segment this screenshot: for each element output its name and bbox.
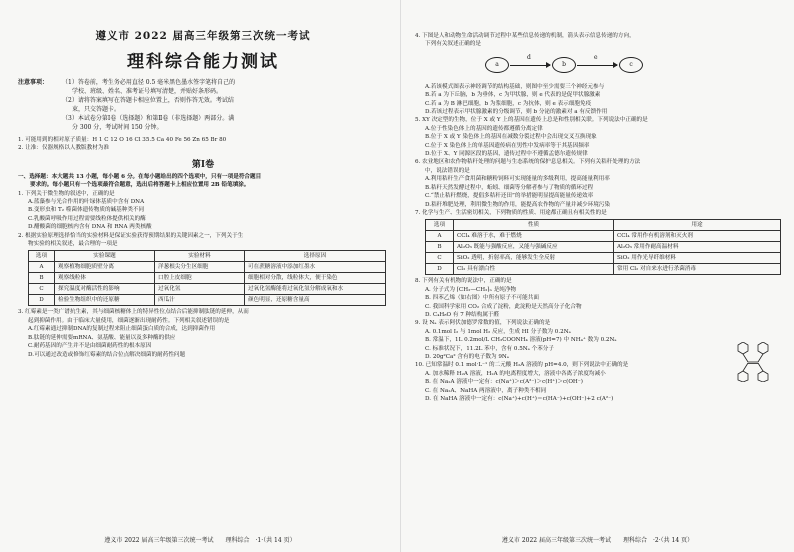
table-header-row bbox=[29, 251, 386, 262]
table-cell: A bbox=[29, 262, 55, 273]
question-stem: 5. XY 决定型的生物，位于 X 或 Y 上的基因在遗传上总是和性别相关联。下列说法中正确的是 bbox=[415, 117, 648, 124]
option: B. 常温下，1L 0.2mol/L CH₃COONH₄ 溶液(pH=7) 中 NH₄⁺ 数为 0.2Nₐ bbox=[425, 337, 617, 344]
option: D. 在 NaHA 溶液中一定有：c(Na⁺)+c(H⁺)＝c(HA⁻)+c(OH⁻)+2 c(A²⁻) bbox=[425, 396, 614, 402]
instructions bbox=[18, 173, 388, 190]
table-cell: 可在蔗糖溶液中添加红墨水 bbox=[245, 262, 386, 273]
table-row bbox=[426, 242, 781, 253]
benzene-ring bbox=[758, 342, 768, 354]
option: C.乳酸菌呼吸作用过程需要线粒体提供相关的酶 bbox=[28, 215, 146, 222]
table-cell: C bbox=[426, 253, 454, 264]
page-footer: 遵义市 2022 届高三年级第三次统一考试 理科综合 ·1·（共 14 页） bbox=[104, 537, 296, 544]
option: A.利用秸秆生产食用菌和糖粉饲料可实现能量的多级利用，提高能量利用率 bbox=[425, 176, 610, 183]
table-cell: 细胞相对分散，线粒体大，便于染色 bbox=[245, 273, 386, 284]
option: D.秸秆堆肥处理，利用微生物的作用，能提高农作物的产量并减少环境污染 bbox=[425, 201, 611, 208]
molecule-bond bbox=[743, 354, 748, 362]
table-header: 实验材料 bbox=[155, 251, 245, 262]
table-cell: 过氧化氢 bbox=[155, 284, 245, 295]
table-cell: Cl₂ 具有漂白性 bbox=[454, 264, 614, 275]
note-line: （2）请将答案填写在答题卡相应位置上，否则作答无效。考试结 bbox=[62, 97, 234, 104]
option: A.若该模式图表示神经调节的结构基础，则图中至少需要三个神经元参与 bbox=[425, 83, 605, 90]
question-10 bbox=[415, 361, 780, 403]
benzene-ring bbox=[758, 371, 768, 382]
question-stem: 2. 根据实验原理选择恰当的实验材料是保证实验获得预期结果的关键因素之一，下列关于生 bbox=[18, 232, 244, 239]
option: A. 加水稀释 H₂A 溶液，H₂A 的电离程度增大，溶液中各离子浓度均减小 bbox=[425, 370, 606, 377]
question-8 bbox=[415, 277, 780, 319]
instruction-line: 要求的。每小题只有一个选项最符合题意，选出后将答题卡上相应位置用 2B 铅笔填涂。 bbox=[30, 182, 250, 189]
table-cell: 颜色明显，还原糖含量高 bbox=[245, 295, 386, 306]
notes-head: 注意事项： bbox=[18, 79, 49, 86]
option: C.位于 X 染色体上的单基因遗传病在男性中发病率等于其基因频率 bbox=[425, 142, 590, 149]
option: B.肽链的延伸需要mRNA、氨基酸、能量以及多种酶的供应 bbox=[28, 334, 176, 341]
table-row bbox=[29, 273, 386, 284]
diagram-node-b: b bbox=[552, 57, 576, 73]
option: A. 分子式为 ⌈CH₂—CH₂⌉ₙ 是纯净物 bbox=[425, 286, 517, 293]
question-stem: 物实验的相关叙述，最合理的一项是 bbox=[28, 241, 118, 248]
table-cell: SiO₂ 透明，折射率高，能够发生全反射 bbox=[454, 253, 614, 264]
table-cell: 洋葱根尖分生区细胞 bbox=[155, 262, 245, 273]
tools-note: 2. 让准：仅器规格以人教版教材为准 bbox=[18, 145, 110, 152]
table-cell: SiO₂ 用作光导纤维材料 bbox=[614, 253, 781, 264]
table-cell: D bbox=[29, 295, 55, 306]
table-cell: B bbox=[29, 273, 55, 284]
option: C.“禁止秸秆燃烧，提倡多秸秆还田”的举措能明显提高能量传递效率 bbox=[425, 193, 594, 200]
section-title: 第Ⅰ卷 bbox=[191, 159, 215, 170]
table-cell: 观察植物细胞质壁分离 bbox=[55, 262, 155, 273]
option: A. 0.1mol I₂ 与 1mol H₂ 反应，生成 HI 分子数为 0.2Nₐ bbox=[425, 328, 571, 335]
table-header-row bbox=[426, 220, 781, 231]
question-6 bbox=[415, 158, 780, 208]
signal-diagram bbox=[415, 51, 780, 81]
arrow-icon bbox=[510, 65, 550, 66]
table-header: 实验课题 bbox=[55, 251, 155, 262]
option: D. 20g²Ca² 含有的电子数为 9Nₐ bbox=[425, 353, 509, 360]
option: B.位于 X 或 Y 染色体上的基因在减数分裂过程中会出现交叉互换现象 bbox=[425, 134, 597, 141]
diagram-edge-d: d bbox=[527, 53, 531, 61]
table-cell: CCl₄ 难溶于水，难于燃烧 bbox=[454, 231, 614, 242]
subject-title: 理科综合能力测试 bbox=[127, 52, 279, 72]
table-row bbox=[426, 264, 781, 275]
table-row bbox=[29, 284, 386, 295]
question-5 bbox=[415, 116, 780, 158]
question-stem: 1. 下列关于微生物的叙述中，正确的是 bbox=[18, 190, 115, 197]
note-line: 学校、班级、姓名、准考证号填写清楚，并贴好条形码。 bbox=[72, 88, 223, 95]
chemistry-table bbox=[425, 219, 781, 275]
question-3 bbox=[18, 308, 388, 358]
option: B. 四苯乙烯（如右图）中所有原子不可能共面 bbox=[425, 295, 539, 302]
table-header: 选项 bbox=[29, 251, 55, 262]
table-cell: 过氧化氢酶能将过氧化氢分解成氧和水 bbox=[245, 284, 386, 295]
question-stem: 3. 红霉素是一类广谱抗生素，其与细菌核糖体上的特异性位点结合后能抑制肽链的延伸，从而 bbox=[18, 309, 249, 316]
question-1 bbox=[18, 190, 388, 232]
option: D.可以通过改造或修饰红霉素的结合位点解决细菌的耐药性问题 bbox=[28, 351, 186, 358]
question-stem: 起到抑菌作用。由于临床大量使用，细菌逐渐出现耐药性。下列相关叙述错误的是 bbox=[28, 317, 230, 324]
table-cell: D bbox=[426, 264, 454, 275]
table-row bbox=[29, 295, 386, 306]
notes-list bbox=[62, 78, 235, 132]
table-header: 性质 bbox=[454, 220, 614, 231]
table-cell: A bbox=[426, 231, 454, 242]
table-cell: 检验生物组织中的还原糖 bbox=[55, 295, 155, 306]
option: B. 在 Na₂A 溶液中一定有：c(Na⁺)＞c(A²⁻)＞c(H⁺)＞c(OH⁻) bbox=[425, 379, 583, 386]
page-footer: 遵义市 2022 届高三年级第三次统一考试 理科综合 ·2·（共 14 页） bbox=[501, 537, 694, 544]
option: A.蓝藻参与光合作用的叶绿体基质中含有 DNA bbox=[28, 199, 145, 206]
question-stem: 6. 农业地区和农作物秸秆处理的问题与生态系统的保护息息相关。下列有关秸秆处理的方法 bbox=[415, 159, 641, 166]
table-row bbox=[426, 253, 781, 264]
tetraphenylethylene-structure bbox=[730, 342, 776, 382]
question-stem: 8. 下列有关有机物的说法中，正确的是 bbox=[415, 278, 512, 285]
option: B.若 a 为下丘脑，b 为垂体，c 为甲状腺，则 e 代表的是促甲状腺激素 bbox=[425, 92, 601, 99]
notes-block bbox=[18, 78, 388, 132]
experiment-table bbox=[28, 250, 386, 306]
arrow-icon bbox=[577, 65, 617, 66]
question-4 bbox=[415, 32, 780, 49]
option: B.秸秆天然发酵过程中，蚯蚓、细菌等分解者参与了物质的循环过程 bbox=[425, 184, 594, 191]
table-header: 选项 bbox=[426, 220, 454, 231]
question-stem: 中，说法错误的是 bbox=[425, 167, 470, 174]
option: C. 标准状况下，11.2L 苯中，含有 0.5Nₐ 个苯分子 bbox=[425, 345, 554, 352]
exam-title: 遵义市 2022 届高三年级第三次统一考试 bbox=[95, 30, 311, 42]
molecule-bond bbox=[758, 363, 763, 371]
note-line: 分 300 分，考试时间 150 分钟。 bbox=[72, 124, 163, 131]
question-9 bbox=[415, 319, 780, 361]
page-right bbox=[400, 0, 794, 552]
option: C.耐药基因的产生并不是由细菌耐药性的根本原因 bbox=[28, 343, 152, 350]
table-cell: Al₂O₃ 常用作耐高温材料 bbox=[614, 242, 781, 253]
question-4-options bbox=[415, 83, 780, 117]
option: D. C₄H₈O 有 7 种结构属于醛 bbox=[425, 311, 500, 318]
diagram-node-a: a bbox=[485, 57, 509, 73]
note-line: （1）答卷前，考生务必用直径 0.5 毫米黑色墨水签字笔将自己的 bbox=[62, 79, 236, 86]
question-7: 7. 化学与生产、生活密切相关，下列物质的性质、用途都正确且有相关性的是 bbox=[415, 209, 607, 216]
question-2 bbox=[18, 232, 388, 249]
table-header: 选择原因 bbox=[245, 251, 386, 262]
molecule-bond bbox=[743, 363, 748, 371]
note-line: 束，只交答题卡。 bbox=[72, 106, 121, 113]
instruction-line: 一、选择题：本大题共 13 小题，每小题 6 分。在每小题给出的四个选项中，只有一项是符合题目 bbox=[18, 173, 262, 180]
option: A.红霉素通过抑制DNA的复制过程来阻止细菌蛋白质的合成，达到抑菌作用 bbox=[28, 326, 216, 333]
question-stem: 9. 设 Nₐ 表示阿伏加德罗常数的值，下列说法正确的是 bbox=[415, 320, 551, 327]
table-row bbox=[29, 262, 386, 273]
table-cell: 常用 Cl₂ 对自来水进行杀菌消毒 bbox=[614, 264, 781, 275]
note-line: （3）本试卷分第Ⅰ卷（选择题）和第Ⅱ卷（非选择题）两部分。满 bbox=[62, 115, 235, 122]
diagram-edge-e: e bbox=[594, 53, 598, 61]
table-cell: CCl₄ 常用作有机溶剂和灭火剂 bbox=[614, 231, 781, 242]
atomic-masses: 1. 可能用到的相对原子质量：H 1 C 12 O 16 Cl 35.5 Ca 40 Fe 56 Zn 65 Br 80 bbox=[18, 137, 227, 143]
benzene-ring bbox=[738, 371, 748, 382]
table-row bbox=[426, 231, 781, 242]
question-stem: 10. 已知常温时 0.1 mol·L⁻¹ 的二元酸 H₂A 溶液的 pH=4.0，则下列说法中正确的是 bbox=[415, 362, 629, 369]
question-stem: 下列有关叙述正确的是 bbox=[425, 41, 481, 48]
molecule-bond bbox=[758, 354, 763, 362]
option: C. 在 Na₂A、NaHA 两溶液中，离子种类不相同 bbox=[425, 387, 547, 394]
option: D.若该过程表示甲状腺激素的分级调节，则 b 分泌的激素对 a 有反馈作用 bbox=[425, 109, 608, 116]
table-header: 用途 bbox=[614, 220, 781, 231]
table-cell: Al₂O₃ 既能与强酸反应，又能与强碱反应 bbox=[454, 242, 614, 253]
table-cell: C bbox=[29, 284, 55, 295]
option: B.变形虫和 T₂ 噬菌体遗传物质的碱基种类不同 bbox=[28, 207, 145, 214]
table-cell: 西瓜汁 bbox=[155, 295, 245, 306]
question-stem: 4. 下图是人和动物生命活动调节过程中某些信息传递的机制，箭头表示信息传递的方向， bbox=[415, 33, 635, 39]
option: C.若 a 为 B 淋巴细胞，b 为浆细胞，c 为抗体，则 e 表示细胞免疫 bbox=[425, 100, 592, 107]
option: D.位于 X、Y 同源区段的基因，遗传过程中不遵循孟德尔遗传规律 bbox=[425, 151, 588, 158]
benzene-ring bbox=[738, 342, 748, 354]
option: A.位于性染色体上的基因的遗传都遵循分离定律 bbox=[425, 125, 543, 132]
table-cell: 观察线粒体 bbox=[55, 273, 155, 284]
option: D.醋酸菌的细胞核内含有 DNA 和 RNA 两类核酸 bbox=[28, 224, 152, 231]
table-cell: 探究温度对酶活性的影响 bbox=[55, 284, 155, 295]
diagram-node-c: c bbox=[619, 57, 643, 73]
option: C. 我国科学家用 CO₂ 合成了淀粉，此淀粉是天然高分子化合物 bbox=[425, 303, 582, 310]
table-cell: B bbox=[426, 242, 454, 253]
table-cell: 口腔上皮细胞 bbox=[155, 273, 245, 284]
